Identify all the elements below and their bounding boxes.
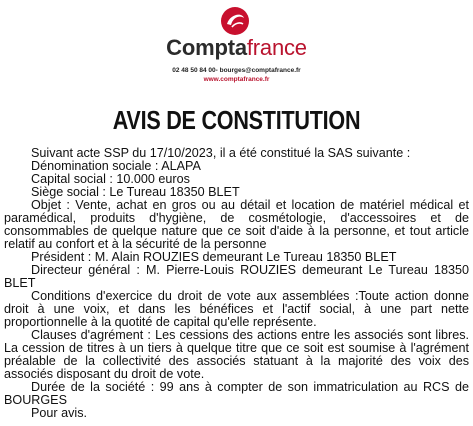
- paragraph-intro: Suivant acte SSP du 17/10/2023, il a été constitué la SAS suivante :: [31, 146, 411, 160]
- paragraph-president: Président : M. Alain ROUZIES demeurant Le Tureau 18350 BLET: [31, 250, 397, 264]
- document-body: [4, 147, 469, 420]
- paragraph-objet: Objet : Vente, achat en gros ou au détail et location de matériel médical et paramédical, produits d'hygiène, de cosmétologie, d'accessoires et de consommables de quelque nature que ce soit d'aide à la personne, et tout article relatif au confort et à la sécurité de la personne: [4, 198, 469, 251]
- header: [0, 0, 473, 95]
- paragraph-directeur: Directeur général : M. Pierre-Louis ROUZIES demeurant Le Tureau 18350 BLET: [4, 263, 469, 290]
- paragraph-duree: Durée de la société : 99 ans à compter de son immatriculation au RCS de BOURGES: [4, 380, 469, 407]
- comptafrance-logo-icon: [220, 6, 250, 36]
- brand-name-part2: france: [246, 35, 307, 60]
- paragraph-vote: Conditions d'exercice du droit de vote aux assemblées :Toute action donne droit à une voix, et dans les bénéfices et l'actif social, à une part nette proportionnelle à la quotité de capital qu'elle représente.: [4, 289, 469, 329]
- website-link[interactable]: www.comptafrance.fr: [203, 76, 270, 83]
- page-title: AVIS DE CONSTITUTION: [112, 105, 361, 135]
- paragraph-denomination: Dénomination sociale : ALAPA: [31, 159, 201, 173]
- contact-line: 02 48 50 84 00- bourges@comptafrance.fr: [172, 67, 301, 74]
- paragraph-pour-avis: Pour avis.: [31, 406, 87, 420]
- paragraph-siege: Siège social : Le Tureau 18350 BLET: [31, 185, 240, 199]
- brand-name-part1: Compta: [166, 35, 247, 60]
- paragraph-agrement: Clauses d'agrément : Les cessions des actions entre les associés sont libres. La cession de titres à un tiers à quelque titre que ce soit est soumise à l'agrément préalable de la collectivité des associés statuant à la majorité des voix des associés disposant du droit de vote.: [4, 328, 469, 381]
- brand-name: [0, 36, 473, 60]
- paragraph-capital: Capital social : 10.000 euros: [31, 172, 190, 186]
